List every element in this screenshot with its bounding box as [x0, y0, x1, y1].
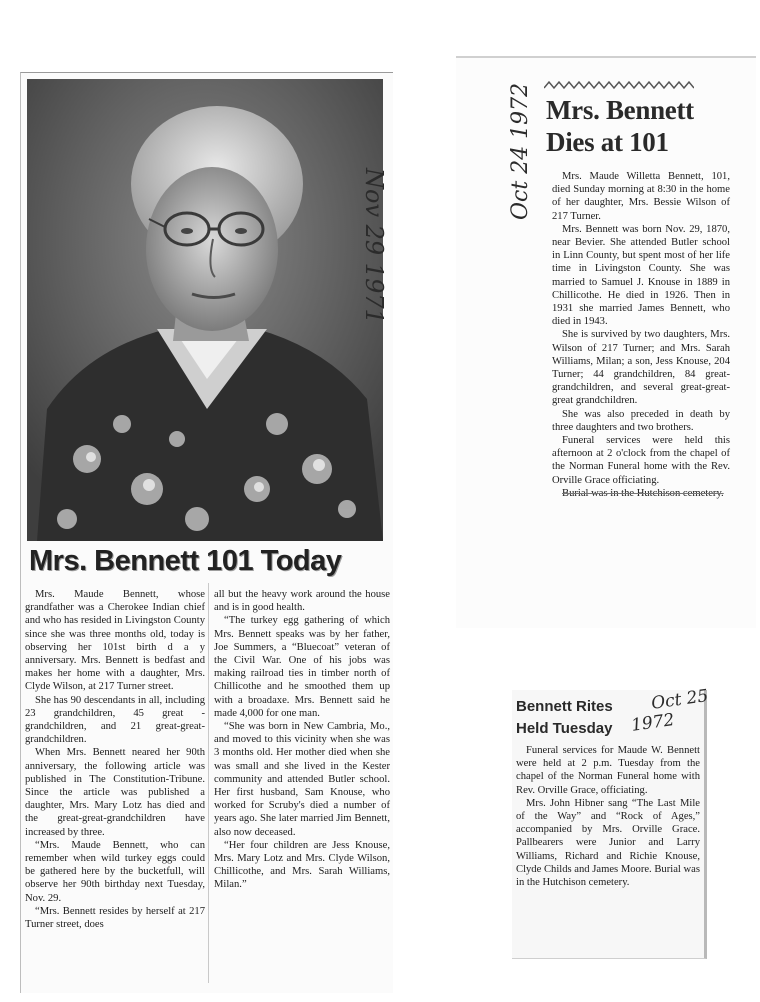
birthday-article-column-1	[25, 588, 205, 931]
birthday-article-column-2	[214, 588, 390, 892]
article-paragraph: She was also preceded in death by three daughters and two brothers.	[552, 408, 730, 433]
article-paragraph: Mrs. Maude Bennett, whose grandfather was a Cherokee Indian chief and who has resided in Livingston County since she was three months old, today is observing her 101st birth d a y anniversary. Mrs. Bennett is bedfast and makes her home with a daughter, Mrs. Clyde Wilson, at 217 Turner street.	[25, 589, 205, 693]
article-paragraph: When Mrs. Bennett neared her 90th anniversary, the following article was published in The Constitution-Tribune. Since the article was published a daughter, Mrs. Mary Lotz has died and the great-great-grandchildren have increased by three.	[25, 747, 205, 838]
article-paragraph: “Mrs. Bennett resides by herself at 217 Turner street, does	[25, 905, 205, 931]
funeral-headline-line-2: Held Tuesday	[516, 720, 613, 737]
portrait-photo-image	[27, 79, 383, 541]
clipping-birthday-article	[20, 72, 393, 993]
article-paragraph: Funeral services were held this afternoon at 2 o'clock from the chapel of the Norman Funeral home with the Rev. Orville Grace officiating.	[552, 435, 730, 486]
article-paragraph: Mrs. Maude Willetta Bennett, 101, died Sunday morning at 8:30 in the home of her daughter, Mrs. Bessie Wilson of 217 Turner.	[552, 171, 730, 222]
clipping-funeral-article	[512, 690, 707, 959]
handwritten-date-1972-b-line-2: 1972	[630, 709, 676, 736]
article-paragraph: Burial was in the Hutchison cemetery.	[562, 487, 724, 499]
handwritten-date-1972: Oct 24 1972	[508, 82, 533, 220]
article-paragraph: Funeral services for Maude W. Bennett were held at 2 p.m. Tuesday from the chapel of the Norman Funeral home with Rev. Orville Grace, officiating.	[516, 745, 700, 796]
handwritten-date-1971: Nov 29 1971	[360, 168, 388, 324]
article-paragraph: “The turkey egg gathering of which Mrs. Bennett speaks was by her father, Joe Summers, a “Bluecoat” veteran of the Civil War. One of his jobs was making railroad ties in timber north of Chillicothe and he smoothed them up with a broadaxe. Mrs. Bennett said he made 4,000 for one man.	[214, 615, 390, 719]
funeral-article-body	[516, 744, 700, 889]
article-paragraph: She is survived by two daughters, Mrs. Wilson of 217 Turner; and Mrs. Sarah Williams, Milan; a son, Jess Knouse, 204 Turner; 44 grandchildren, 84 great-grandchildren, and several great-great-great grandchildren.	[552, 329, 730, 407]
birthday-headline: Mrs. Bennett 101 Today	[29, 545, 342, 577]
article-paragraph: “She was born in New Cambria, Mo., and moved to this vicinity when she was 3 months old. Her mother died when she was small and she lived in the Kester community and attended Butler school. Her first husband, Sam Knouse, who worked for Scruby's died a number of years ago. She later married Jim Bennett, also now deceased.	[214, 721, 390, 838]
article-paragraph: “Mrs. Maude Bennett, who can remember when wild turkey eggs could be gathered here by the bucketfull, will observe her 90th birthday next Tuesday, Nov. 29.	[25, 839, 205, 904]
obituary-headline	[546, 94, 746, 158]
article-paragraph: She has 90 descendants in all, including 23 grandchildren, 45 great - grandchildren, and 21 great-great-grandchildren.	[25, 694, 205, 746]
handwritten-date-1972-b-line-1: Oct 25	[650, 686, 710, 714]
article-paragraph: Mrs. John Hibner sang “The Last Mile of the Way” and “Rock of Ages,” accompanied by Mrs. Orville Grace. Pallbearers were Junior and Larry Williams, Richard and Richie Knouse, Clyde Childs and James Moore. Burial was in the Hutchison cemetery.	[516, 797, 700, 889]
clipping-obituary-article	[456, 56, 756, 628]
decorative-rule	[544, 80, 694, 90]
obituary-headline-line-2: Dies at 101	[546, 127, 669, 157]
column-divider	[208, 583, 209, 983]
article-paragraph: “Her four children are Jess Knouse, Mrs. Mary Lotz and Mrs. Clyde Wilson, Chillicothe, and Mrs. Sarah Williams, Milan.”	[214, 839, 390, 891]
obituary-headline-line-1: Mrs. Bennett	[546, 95, 694, 125]
article-paragraph: all but the heavy work around the house and is in good health.	[214, 589, 390, 614]
article-paragraph: Mrs. Bennett was born Nov. 29, 1870, near Bevier. She attended Butler school in Linn County, but spent most of her life time in Livingston County. She was married to Samuel J. Knouse in 1889 in Chillicothe. He died in 1926. Then in 1931 she married James Bennett, who died in 1943.	[552, 223, 730, 328]
obituary-article-body	[552, 170, 730, 500]
funeral-headline-line-1: Bennett Rites	[516, 698, 613, 715]
portrait-photo	[27, 79, 383, 541]
